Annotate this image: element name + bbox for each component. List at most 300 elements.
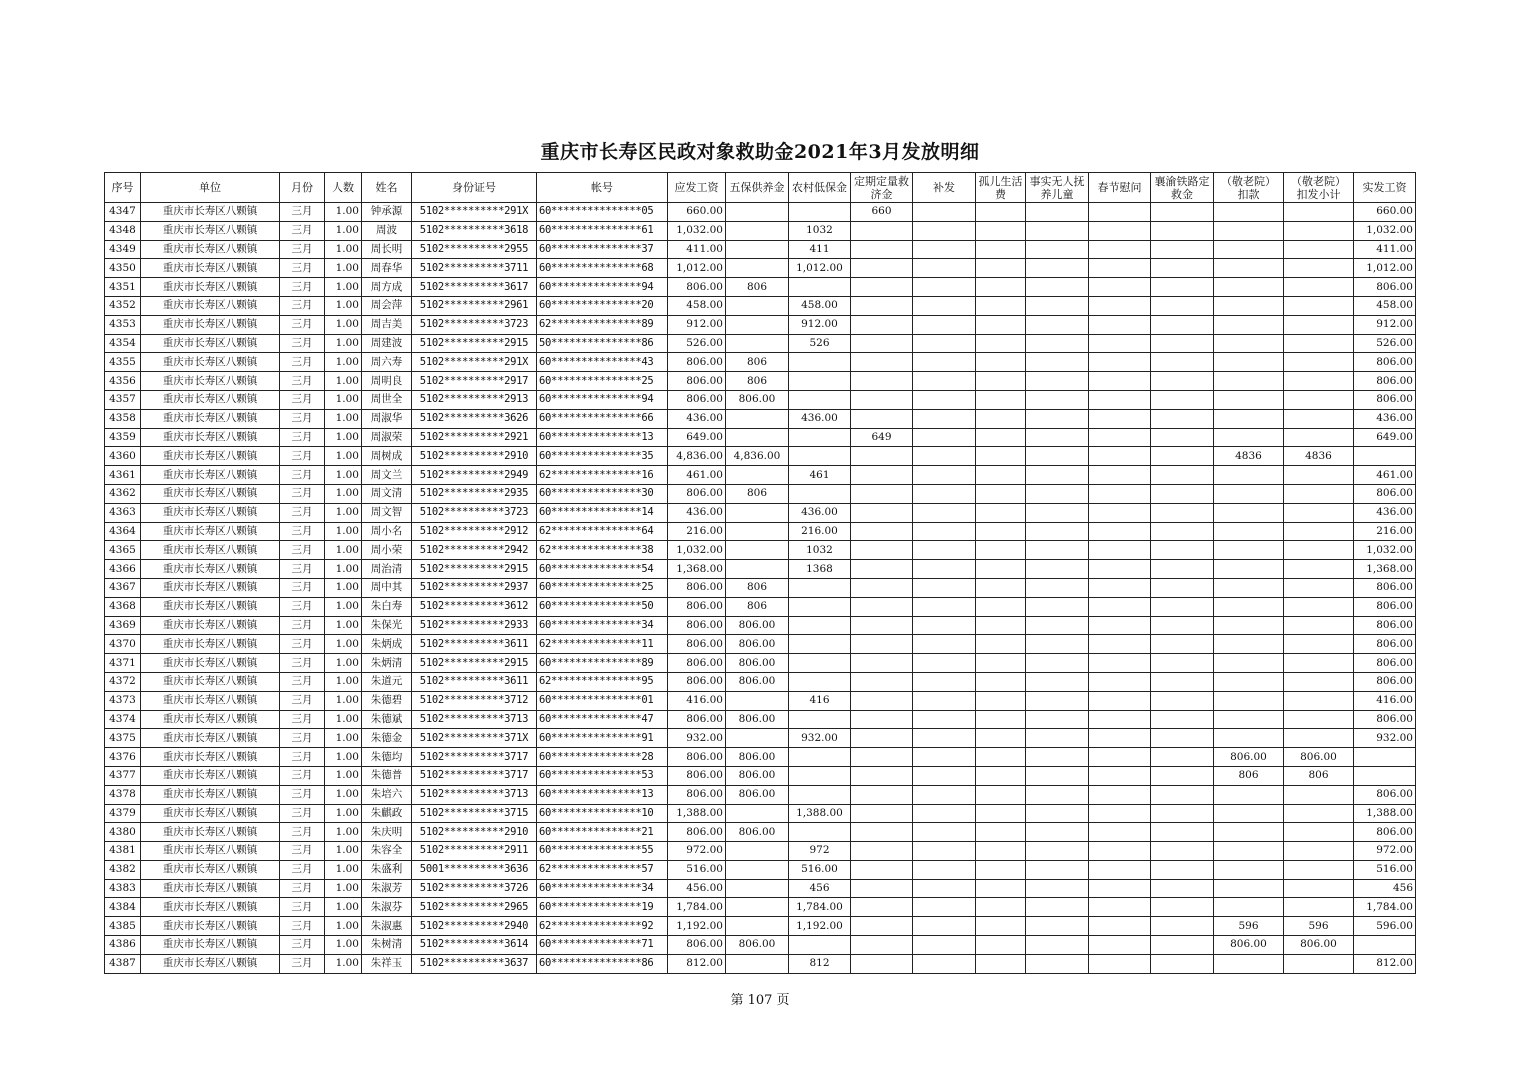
- table-cell: [851, 278, 913, 297]
- table-cell: 60***************34: [537, 879, 668, 898]
- table-cell: [1089, 672, 1151, 691]
- table-cell: [851, 654, 913, 673]
- table-cell: [913, 503, 976, 522]
- table-cell: [726, 898, 789, 917]
- table-cell: [789, 390, 851, 409]
- table-cell: [1284, 654, 1354, 673]
- table-cell: [851, 672, 913, 691]
- table-cell: 436.00: [1354, 409, 1416, 428]
- table-cell: [1151, 560, 1214, 579]
- table-cell: 62***************95: [537, 672, 668, 691]
- table-cell: 重庆市长寿区八颗镇: [141, 766, 280, 785]
- table-cell: [1214, 372, 1284, 391]
- table-cell: [851, 390, 913, 409]
- table-cell: 1.00: [325, 766, 362, 785]
- table-cell: [726, 203, 789, 222]
- table-cell: 60***************71: [537, 936, 668, 955]
- table-row: [105, 672, 1416, 691]
- table-cell: [1089, 503, 1151, 522]
- table-cell: [851, 898, 913, 917]
- table-cell: [1214, 503, 1284, 522]
- table-cell: [1151, 522, 1214, 541]
- table-cell: [726, 428, 789, 447]
- table-cell: 1.00: [325, 936, 362, 955]
- table-cell: 4,836.00: [726, 447, 789, 466]
- table-cell: 5102**********3723: [412, 315, 537, 334]
- table-cell: 1.00: [325, 597, 362, 616]
- table-cell: 三月: [280, 372, 325, 391]
- table-cell: 1.00: [325, 221, 362, 240]
- table-cell: 62***************57: [537, 860, 668, 879]
- table-cell: 806.00: [668, 823, 726, 842]
- table-cell: 重庆市长寿区八颗镇: [141, 860, 280, 879]
- table-cell: [1089, 785, 1151, 804]
- table-cell: 932.00: [668, 729, 726, 748]
- table-cell: 4358: [105, 409, 141, 428]
- table-cell: 806.00: [1354, 278, 1416, 297]
- table-cell: [1151, 804, 1214, 823]
- table-cell: 三月: [280, 766, 325, 785]
- table-cell: [976, 898, 1026, 917]
- table-cell: [913, 541, 976, 560]
- table-cell: 三月: [280, 710, 325, 729]
- table-cell: [1151, 879, 1214, 898]
- table-cell: 三月: [280, 428, 325, 447]
- table-cell: [851, 710, 913, 729]
- table-cell: [976, 785, 1026, 804]
- table-cell: [913, 710, 976, 729]
- table-cell: 重庆市长寿区八颗镇: [141, 484, 280, 503]
- table-row: [105, 898, 1416, 917]
- table-cell: 912.00: [789, 315, 851, 334]
- table-cell: [789, 447, 851, 466]
- table-cell: 416.00: [668, 691, 726, 710]
- table-cell: [1151, 936, 1214, 955]
- table-cell: 5102**********371X: [412, 729, 537, 748]
- table-row: [105, 597, 1416, 616]
- table-cell: 1.00: [325, 879, 362, 898]
- table-cell: 朱庆明: [362, 823, 412, 842]
- table-cell: [1214, 860, 1284, 879]
- table-cell: [913, 898, 976, 917]
- table-cell: [1089, 372, 1151, 391]
- table-cell: 806.00: [1354, 353, 1416, 372]
- table-cell: [1151, 409, 1214, 428]
- table-cell: 50***************86: [537, 334, 668, 353]
- table-cell: [851, 484, 913, 503]
- table-cell: 60***************21: [537, 823, 668, 842]
- table-row: [105, 278, 1416, 297]
- table-cell: [1026, 372, 1089, 391]
- table-cell: 1.00: [325, 710, 362, 729]
- table-row: [105, 635, 1416, 654]
- table-cell: [1284, 597, 1354, 616]
- table-cell: 456: [789, 879, 851, 898]
- table-cell: [1151, 447, 1214, 466]
- table-cell: 4361: [105, 466, 141, 485]
- table-cell: 5102**********2911: [412, 842, 537, 861]
- table-cell: [1151, 616, 1214, 635]
- column-header: 定期定量救济金: [851, 173, 913, 203]
- table-cell: [1089, 409, 1151, 428]
- table-cell: 436.00: [668, 409, 726, 428]
- table-cell: 649.00: [1354, 428, 1416, 447]
- table-cell: [1089, 635, 1151, 654]
- table-cell: [1026, 729, 1089, 748]
- table-cell: 806.00: [726, 654, 789, 673]
- table-cell: 重庆市长寿区八颗镇: [141, 616, 280, 635]
- table-cell: [976, 879, 1026, 898]
- table-cell: [976, 203, 1026, 222]
- table-cell: 806.00: [1354, 484, 1416, 503]
- column-header: 农村低保金: [789, 173, 851, 203]
- table-cell: [976, 372, 1026, 391]
- table-cell: [1089, 616, 1151, 635]
- table-cell: 806: [726, 484, 789, 503]
- table-cell: 5001**********3636: [412, 860, 537, 879]
- table-cell: [1284, 898, 1354, 917]
- table-cell: [851, 541, 913, 560]
- table-cell: [913, 917, 976, 936]
- table-cell: 重庆市长寿区八颗镇: [141, 654, 280, 673]
- table-cell: 62***************38: [537, 541, 668, 560]
- column-header: 月份: [280, 173, 325, 203]
- table-cell: 三月: [280, 691, 325, 710]
- table-cell: 60***************66: [537, 409, 668, 428]
- table-cell: 62***************92: [537, 917, 668, 936]
- table-cell: [726, 804, 789, 823]
- table-cell: 三月: [280, 729, 325, 748]
- table-cell: 重庆市长寿区八颗镇: [141, 710, 280, 729]
- table-cell: 806.00: [668, 278, 726, 297]
- table-cell: 60***************25: [537, 578, 668, 597]
- table-cell: 4369: [105, 616, 141, 635]
- table-cell: [1026, 879, 1089, 898]
- table-cell: 三月: [280, 541, 325, 560]
- table-cell: [1214, 522, 1284, 541]
- table-cell: 周会萍: [362, 296, 412, 315]
- table-cell: [1284, 578, 1354, 597]
- table-cell: 5102**********3712: [412, 691, 537, 710]
- column-header: 人数: [325, 173, 362, 203]
- table-cell: [851, 917, 913, 936]
- table-cell: [1026, 748, 1089, 767]
- table-cell: [1284, 484, 1354, 503]
- table-cell: [789, 654, 851, 673]
- column-header: 孤儿生活费: [976, 173, 1026, 203]
- table-cell: [1151, 334, 1214, 353]
- table-cell: [1026, 691, 1089, 710]
- table-cell: 5102**********3717: [412, 748, 537, 767]
- table-cell: 5102**********3626: [412, 409, 537, 428]
- table-cell: [913, 221, 976, 240]
- table-cell: [1026, 766, 1089, 785]
- table-cell: [1026, 560, 1089, 579]
- table-cell: 4363: [105, 503, 141, 522]
- table-cell: [1284, 691, 1354, 710]
- table-cell: [913, 578, 976, 597]
- table-row: [105, 766, 1416, 785]
- table-cell: [1026, 578, 1089, 597]
- table-cell: 4350: [105, 259, 141, 278]
- table-cell: 朱麒政: [362, 804, 412, 823]
- table-cell: [1089, 240, 1151, 259]
- table-cell: [976, 503, 1026, 522]
- table-cell: 60***************47: [537, 710, 668, 729]
- table-cell: 朱德均: [362, 748, 412, 767]
- table-cell: 806: [1284, 766, 1354, 785]
- table-cell: [913, 635, 976, 654]
- relief-payment-table: [104, 172, 1416, 974]
- table-cell: [1214, 898, 1284, 917]
- table-cell: 1.00: [325, 917, 362, 936]
- table-cell: [851, 560, 913, 579]
- table-cell: [1089, 278, 1151, 297]
- table-cell: 806: [726, 353, 789, 372]
- table-cell: [913, 259, 976, 278]
- table-cell: 5102**********2910: [412, 823, 537, 842]
- table-cell: [913, 936, 976, 955]
- table-cell: [1089, 823, 1151, 842]
- table-cell: 4365: [105, 541, 141, 560]
- table-cell: [976, 315, 1026, 334]
- table-cell: [1089, 296, 1151, 315]
- table-cell: [726, 691, 789, 710]
- table-cell: [851, 635, 913, 654]
- table-cell: [1284, 390, 1354, 409]
- table-cell: [913, 278, 976, 297]
- table-cell: 重庆市长寿区八颗镇: [141, 203, 280, 222]
- table-cell: [1089, 428, 1151, 447]
- table-cell: 三月: [280, 240, 325, 259]
- table-cell: 806.00: [668, 484, 726, 503]
- table-cell: [1089, 259, 1151, 278]
- table-cell: [1151, 710, 1214, 729]
- table-cell: 三月: [280, 672, 325, 691]
- column-header: 五保供养金: [726, 173, 789, 203]
- table-cell: [726, 221, 789, 240]
- table-cell: 5102**********2961: [412, 296, 537, 315]
- table-cell: 4364: [105, 522, 141, 541]
- table-row: [105, 936, 1416, 955]
- table-cell: 重庆市长寿区八颗镇: [141, 503, 280, 522]
- table-cell: 三月: [280, 560, 325, 579]
- table-cell: [1151, 917, 1214, 936]
- table-cell: 806.00: [726, 710, 789, 729]
- table-cell: 62***************16: [537, 466, 668, 485]
- table-cell: 1.00: [325, 616, 362, 635]
- table-cell: 重庆市长寿区八颗镇: [141, 578, 280, 597]
- table-cell: 4836: [1214, 447, 1284, 466]
- table-cell: 526.00: [668, 334, 726, 353]
- table-cell: 806.00: [1214, 748, 1284, 767]
- column-header: 事实无人抚养儿童: [1026, 173, 1089, 203]
- table-cell: [1151, 503, 1214, 522]
- table-cell: [1089, 221, 1151, 240]
- table-cell: [726, 296, 789, 315]
- table-cell: 1.00: [325, 278, 362, 297]
- table-cell: 60***************37: [537, 240, 668, 259]
- table-cell: 458.00: [1354, 296, 1416, 315]
- table-cell: 1,784.00: [668, 898, 726, 917]
- table-cell: [976, 221, 1026, 240]
- table-cell: 806.00: [726, 766, 789, 785]
- table-cell: 周方成: [362, 278, 412, 297]
- table-cell: [1284, 203, 1354, 222]
- table-cell: 4360: [105, 447, 141, 466]
- table-cell: 重庆市长寿区八颗镇: [141, 804, 280, 823]
- table-cell: [1214, 278, 1284, 297]
- table-cell: 5102**********2917: [412, 372, 537, 391]
- table-row: [105, 578, 1416, 597]
- table-cell: 重庆市长寿区八颗镇: [141, 560, 280, 579]
- table-cell: 5102**********2940: [412, 917, 537, 936]
- table-cell: 周波: [362, 221, 412, 240]
- table-cell: [1284, 560, 1354, 579]
- table-cell: 216.00: [668, 522, 726, 541]
- table-cell: 1368: [789, 560, 851, 579]
- table-cell: [976, 353, 1026, 372]
- table-cell: 1.00: [325, 729, 362, 748]
- table-cell: [1214, 879, 1284, 898]
- table-cell: 周治清: [362, 560, 412, 579]
- table-cell: 4378: [105, 785, 141, 804]
- table-cell: 60***************01: [537, 691, 668, 710]
- table-cell: 1.00: [325, 522, 362, 541]
- table-cell: 62***************11: [537, 635, 668, 654]
- table-cell: [1214, 691, 1284, 710]
- table-cell: 1,012.00: [1354, 259, 1416, 278]
- table-cell: 重庆市长寿区八颗镇: [141, 390, 280, 409]
- table-cell: 1,012.00: [668, 259, 726, 278]
- table-cell: [1284, 541, 1354, 560]
- table-cell: [1214, 334, 1284, 353]
- table-cell: 806.00: [726, 748, 789, 767]
- table-cell: 周小名: [362, 522, 412, 541]
- table-cell: [1214, 729, 1284, 748]
- table-cell: [1026, 597, 1089, 616]
- table-cell: 806.00: [1354, 710, 1416, 729]
- table-cell: [1026, 278, 1089, 297]
- table-cell: 516.00: [789, 860, 851, 879]
- table-cell: [1026, 654, 1089, 673]
- table-cell: [976, 522, 1026, 541]
- table-cell: [726, 560, 789, 579]
- table-cell: [1284, 315, 1354, 334]
- table-cell: [976, 259, 1026, 278]
- table-cell: [1284, 635, 1354, 654]
- table-cell: [976, 296, 1026, 315]
- table-cell: [1284, 503, 1354, 522]
- table-cell: [1284, 804, 1354, 823]
- table-cell: 重庆市长寿区八颗镇: [141, 334, 280, 353]
- table-cell: 朱德碧: [362, 691, 412, 710]
- table-cell: 806.00: [726, 390, 789, 409]
- table-cell: [1089, 466, 1151, 485]
- table-cell: 806.00: [1354, 785, 1416, 804]
- table-body: [105, 203, 1416, 974]
- table-cell: 重庆市长寿区八颗镇: [141, 522, 280, 541]
- table-cell: 461: [789, 466, 851, 485]
- table-cell: [1026, 409, 1089, 428]
- table-cell: [1284, 616, 1354, 635]
- column-header: 应发工资: [668, 173, 726, 203]
- table-cell: [976, 654, 1026, 673]
- column-header: 序号: [105, 173, 141, 203]
- table-cell: [726, 842, 789, 861]
- table-cell: 972.00: [1354, 842, 1416, 861]
- table-cell: [726, 334, 789, 353]
- table-cell: [976, 447, 1026, 466]
- table-row: [105, 409, 1416, 428]
- table-cell: 1.00: [325, 954, 362, 973]
- table-row: [105, 372, 1416, 391]
- table-cell: [1214, 484, 1284, 503]
- table-row: [105, 917, 1416, 936]
- table-cell: [1026, 221, 1089, 240]
- column-header: 帐号: [537, 173, 668, 203]
- table-cell: [976, 842, 1026, 861]
- table-cell: 1.00: [325, 240, 362, 259]
- table-cell: 朱容全: [362, 842, 412, 861]
- table-cell: 4386: [105, 936, 141, 955]
- table-cell: 5102**********2915: [412, 560, 537, 579]
- table-cell: [789, 936, 851, 955]
- table-cell: [976, 691, 1026, 710]
- table-cell: 1,012.00: [789, 259, 851, 278]
- table-cell: 411: [789, 240, 851, 259]
- table-cell: [726, 503, 789, 522]
- table-cell: 60***************13: [537, 785, 668, 804]
- table-cell: [789, 823, 851, 842]
- table-cell: [851, 936, 913, 955]
- table-cell: 806.00: [668, 597, 726, 616]
- table-row: [105, 823, 1416, 842]
- column-header: 春节慰问: [1089, 173, 1151, 203]
- table-cell: 三月: [280, 597, 325, 616]
- column-header: 襄渝铁路定救金: [1151, 173, 1214, 203]
- table-cell: [1151, 954, 1214, 973]
- table-cell: 三月: [280, 860, 325, 879]
- table-cell: [1151, 691, 1214, 710]
- table-cell: 1,192.00: [789, 917, 851, 936]
- table-cell: 重庆市长寿区八颗镇: [141, 447, 280, 466]
- table-cell: 5102**********3713: [412, 710, 537, 729]
- table-cell: [726, 860, 789, 879]
- table-cell: [851, 879, 913, 898]
- table-cell: 1,784.00: [789, 898, 851, 917]
- table-cell: 461.00: [668, 466, 726, 485]
- table-cell: 660: [851, 203, 913, 222]
- table-cell: 4348: [105, 221, 141, 240]
- table-cell: 三月: [280, 484, 325, 503]
- table-cell: 4357: [105, 390, 141, 409]
- table-cell: 806.00: [1354, 578, 1416, 597]
- table-cell: 806.00: [726, 672, 789, 691]
- table-row: [105, 748, 1416, 767]
- table-cell: [976, 390, 1026, 409]
- table-cell: [1214, 296, 1284, 315]
- table-cell: [726, 259, 789, 278]
- table-cell: [726, 522, 789, 541]
- table-cell: [1284, 672, 1354, 691]
- table-cell: [851, 804, 913, 823]
- table-cell: 660.00: [668, 203, 726, 222]
- table-cell: [1026, 259, 1089, 278]
- table-cell: [1151, 672, 1214, 691]
- table-row: [105, 503, 1416, 522]
- table-cell: [1151, 766, 1214, 785]
